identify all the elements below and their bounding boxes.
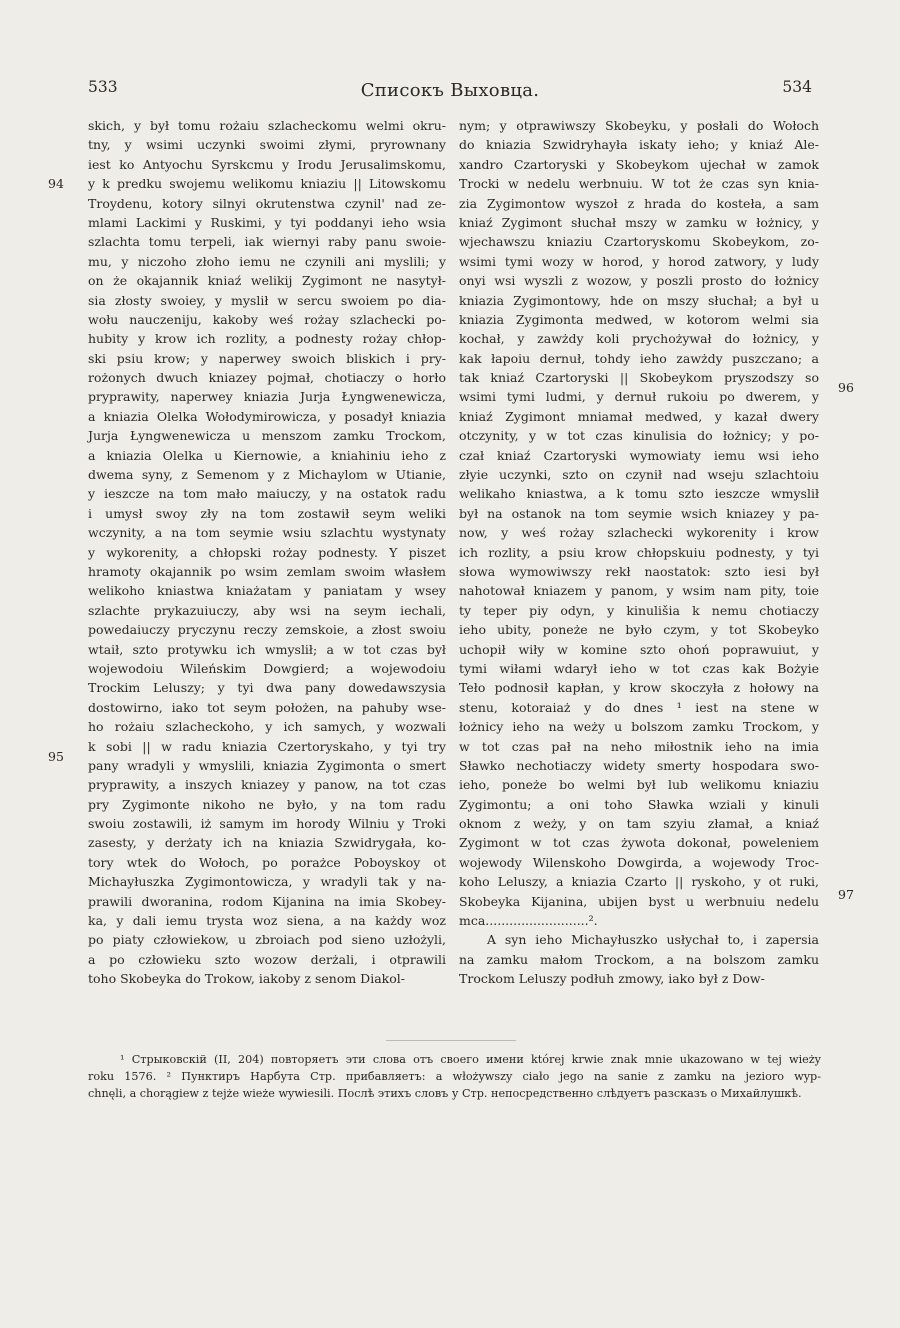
text-line: tymi wiłami wdarył ieho w tot czas kak Bożyie [459, 660, 819, 676]
text-line: uchopił wiły w komine szto ohoń poprawuiut, y [459, 641, 819, 657]
text-line: wołu nauczeniju, kakoby weś rożay szlachecki po- [88, 311, 446, 327]
text-line: ty teper piy odyn, y kinulišia k nemu chotiaczy [459, 602, 819, 618]
text-line: swoiu zostawili, iż samym im horody Wilniu y Troki [88, 816, 446, 832]
text-line: y k predku swojemu welikomu kniaziu || Litowskomu [88, 176, 446, 192]
margin-number: 95 [48, 749, 64, 764]
text-line: tory wtek do Wołoch, po porażce Poboyskoy ot [88, 854, 446, 870]
text-line: wojewody Wilenskoho Dowgirda, a wojewody Troc- [459, 854, 819, 870]
text-line: tny, y wsimi uczynki swoimi złymi, pryrownany [88, 137, 446, 153]
text-line: tak kniaź Czartoryski || Skobeykom pryszodszy so [459, 370, 819, 386]
text-line: toho Skobeyka do Trokow, iakoby z senom Diakol- [88, 971, 405, 987]
text-line: y ieszcze na tom mało maiuczy, y na ostatok radu [88, 486, 446, 502]
right-text-column [459, 116, 819, 989]
text-line: czał kniaź Czartoryski wymowiaty iemu wsi ieho [459, 447, 819, 463]
text-line: ieho, poneże bo welmi był lub welikomu kniaziu [459, 777, 819, 793]
text-line: a kniazia Olelka u Kiernowie, a kniahiniu ieho z [88, 447, 446, 463]
text-line: do kniazia Szwidryhayła iskaty ieho; y kniaź Ale- [459, 137, 819, 153]
text-line: A syn ieho Michayłuszko usłychał to, i zapersia [487, 932, 819, 948]
text-line: dostowirno, iako tot seym położen, na pahuby wse- [88, 699, 446, 715]
text-line: sia złosty swoiey, y myslił w sercu swoiem po dia- [88, 292, 446, 308]
text-line: kochał, y zawżdy koli prychożywał do łożnicy, y [459, 331, 819, 347]
text-line: wsimi tymi wozy w horod, y horod zatwory, y ludy [459, 253, 819, 269]
text-line: ho rożaiu szlacheckoho, y ich samych, y wozwali [88, 719, 446, 735]
text-line: Trockom Leluszy podłuh zmowy, iako był z Dow- [459, 971, 765, 987]
footnote-line: roku 1576. ² Пунктиръ Нарбута Стр. прибавляетъ: a włożywszy ciało jego na sanie z zamku na jezioro wyp- [88, 1070, 821, 1084]
text-line: koho Leluszy, a kniazia Czarto || ryskoho, y ot ruki, [459, 874, 819, 890]
text-line: pry Zygimonte nikoho ne było, y na tom radu [88, 796, 446, 812]
text-line: prawili dworanina, rodom Kijanina na imia Skobey- [88, 893, 446, 909]
text-line: rożonych dwuch kniazey pojmał, chotiaczy o horło [88, 370, 446, 386]
margin-number: 96 [838, 380, 854, 395]
text-line: a po człowieku szto wozow derżali, i otprawili [88, 951, 446, 967]
text-line: oknom z weży, y on tam szyiu złamał, a kniaź [459, 816, 819, 832]
text-line: szlachte prykazuiuczy, aby wsi na seym iechali, [88, 602, 446, 618]
text-line: w tot czas pał na neho miłostnik ieho na imia [459, 738, 819, 754]
text-line: mu, y niczoho złoho iemu ne czynili ani myslili; y [88, 253, 446, 269]
text-line: a kniazia Olelka Wołodymirowicza, y posadył kniazia [88, 408, 446, 424]
text-line: kniazia Zygimonta medwed, w kotorom welmi sia [459, 311, 819, 327]
text-line: łożnicy ieho na weży u bolszom zamku Trockom, y [459, 719, 819, 735]
text-line: ieho ubity, poneże ne było czym, y tot Skobeyko [459, 622, 819, 638]
text-line: wtaił, szto protywku ich wmyslił; a w tot czas był [88, 641, 446, 657]
text-line: Trockim Leluszy; y tyi dwa pany dowedawszysia [88, 680, 446, 696]
page-number-left: 533 [88, 78, 118, 96]
text-line: powedaiuczy pryczynu reczy zemskoie, a złost swoiu [88, 622, 446, 638]
text-line: kniazia Zygimontowy, hde on mszy słuchał; a był u [459, 292, 819, 308]
text-line: pryprawity, a inszych kniazey y panow, na tot czas [88, 777, 446, 793]
text-line: xandro Czartoryski y Skobeykom ujechał w zamok [459, 156, 819, 172]
text-line: kak łapoiu dernuł, tohdy ieho zawżdy puszczano; a [459, 350, 819, 366]
page-number-right: 534 [782, 78, 812, 96]
text-line: Jurja Łyngwenewicza u menszom zamku Trockom, [88, 428, 446, 444]
text-line: now, y weś rożay szlachecki wykorenity i krow [459, 525, 819, 541]
text-line: hramoty okajannik po wsim zemlam swoim własłem [88, 563, 446, 579]
text-line: Zygimontu; a oni toho Sławka wziali y kinuli [459, 796, 819, 812]
text-line: y wykorenity, a chłopski rożay podnesty. Y piszet [88, 544, 446, 560]
left-text-column [88, 116, 446, 989]
text-line: Sławko nechotiaczy widety smerty hospodara swo- [459, 757, 819, 773]
page-title: Списокъ Выховца. [360, 80, 540, 101]
text-line: welikaho kniastwa, a k tomu szto ieszcze wmyslił [459, 486, 819, 502]
margin-number: 94 [48, 176, 64, 191]
text-line: mlami Lackimi y Ruskimi, y tyi poddanyi ieho wsia [88, 214, 446, 230]
footnote-line: ¹ Стрыковскій (II, 204) повторяетъ эти слова отъ своего имени której krwie znak mnie ukazowano w tej wieży [120, 1053, 821, 1066]
footnote-line: chnęli, a chorągiew z tejże wieże wywiesili. Послѣ этихъ словъ у Стр. непосредственно слѣдуетъ разсказъ о Михайлушкѣ. [88, 1087, 802, 1101]
text-line: iest ko Antyochu Syrskcmu y Irodu Jerusalimskomu, [88, 156, 446, 172]
text-line: ich rozlity, a psiu krow chłopskuiu podnesty, y tyi [459, 544, 819, 560]
text-line: nahotował kniazem y panom, y wsim nam pity, toie [459, 583, 819, 599]
text-line: wsimi tymi ludmi, y dernuł rukoiu po dwerem, y [459, 389, 819, 405]
text-line: skich, y był tomu rożaiu szlacheckomu welmi okru- [88, 118, 446, 133]
text-line: on że okajannik kniaź welikij Zygimont ne nasytył- [88, 273, 446, 289]
text-line: pany wradyli y wmyslili, kniazia Zygimonta o smert [88, 757, 446, 773]
text-line: kniaź Zygimont mniamał medwed, y kazał dwery [459, 408, 819, 424]
text-line: i umysł swoy zły na tom zostawił seym weliki [88, 505, 446, 521]
text-line: Zygimont w tot czas żywota dokonał, poweleniem [459, 835, 819, 851]
text-line: ski psiu krow; y naperwey swoich bliskich i pry- [88, 350, 446, 366]
text-line: dwema syny, z Semenom y z Michaylom w Utianie, [88, 467, 446, 483]
text-line: kniaź Zygimont słuchał mszy w zamku w łożnicy, y [459, 214, 819, 230]
text-line: mca..........................². [459, 913, 598, 929]
text-line: ka, y dali iemu trysta woz siena, a na każdy woz [88, 913, 446, 929]
text-line: stenu, kotoraiaż y do dnes ¹ iest na stene w [459, 699, 819, 715]
text-line: był na ostanok na tom seymie wsich kniazey y pa- [459, 505, 819, 521]
margin-number: 97 [838, 887, 854, 902]
footnote-divider [386, 1040, 516, 1041]
text-line: wczynity, a na tom seymie wsiu szlachtu wystynaty [88, 525, 446, 541]
text-line: po piaty człowiekow, u zbroiach pod sieno uzłożyli, [88, 932, 446, 948]
text-line: Skobeyka Kijanina, ubijen byst u werbnuiu nedelu [459, 893, 819, 909]
text-line: zasesty, y derżaty ich na kniazia Szwidrygała, ko- [88, 835, 446, 851]
text-line: słowa wymowiwszy rekł naostatok: szto iesi był [459, 563, 819, 579]
text-line: złyie uczynki, szto on czynił nad wseju szlachtoiu [459, 467, 819, 483]
text-line: onyi wsi wyszli z wozow, y poszli prosto do łożnicy [459, 273, 819, 289]
text-line: Trocki w nedelu werbnuiu. W tot że czas syn knia- [459, 176, 819, 192]
text-line: Tełо podnosił kapłan, y krow skoczyła z hołowy na [459, 680, 819, 696]
text-line: na zamku małom Trockom, a na bolszom zamku [459, 951, 819, 967]
text-line: welikoho kniastwa kniażatam y paniatam y wsey [88, 583, 446, 599]
text-line: zia Zygimontow wyszoł z hrada do kosteła, a sam [459, 195, 819, 211]
text-line: wojewodoiu Wileńskim Dowgierd; a wojewodoiu [88, 660, 446, 676]
footnotes [88, 1051, 821, 1103]
text-line: nym; y otprawiwszy Skobeyku, y posłali do Wołoch [459, 118, 819, 133]
text-line: Michayłuszka Zygimontowicza, y wradyli tak y na- [88, 874, 446, 890]
text-line: wjechawszu kniaziu Czartoryskomu Skobeykom, zo- [459, 234, 819, 250]
text-line: pryprawity, naperwey kniazia Jurja Łyngwenewicza, [88, 389, 446, 405]
text-line: k sobi || w radu kniazia Czertoryskaho, y tyi try [88, 738, 446, 754]
text-line: hubity y krow ich rozlity, a podnesty rożay chłop- [88, 331, 446, 347]
text-line: otczynity, y w tot czas kinulisia do łożnicy; y po- [459, 428, 819, 444]
text-line: Troydenu, kotory silnyi okrutenstwa czynil' nad ze- [88, 195, 446, 211]
text-line: szlachta tomu terpeli, iak wiernyi raby panu swoie- [88, 234, 446, 250]
